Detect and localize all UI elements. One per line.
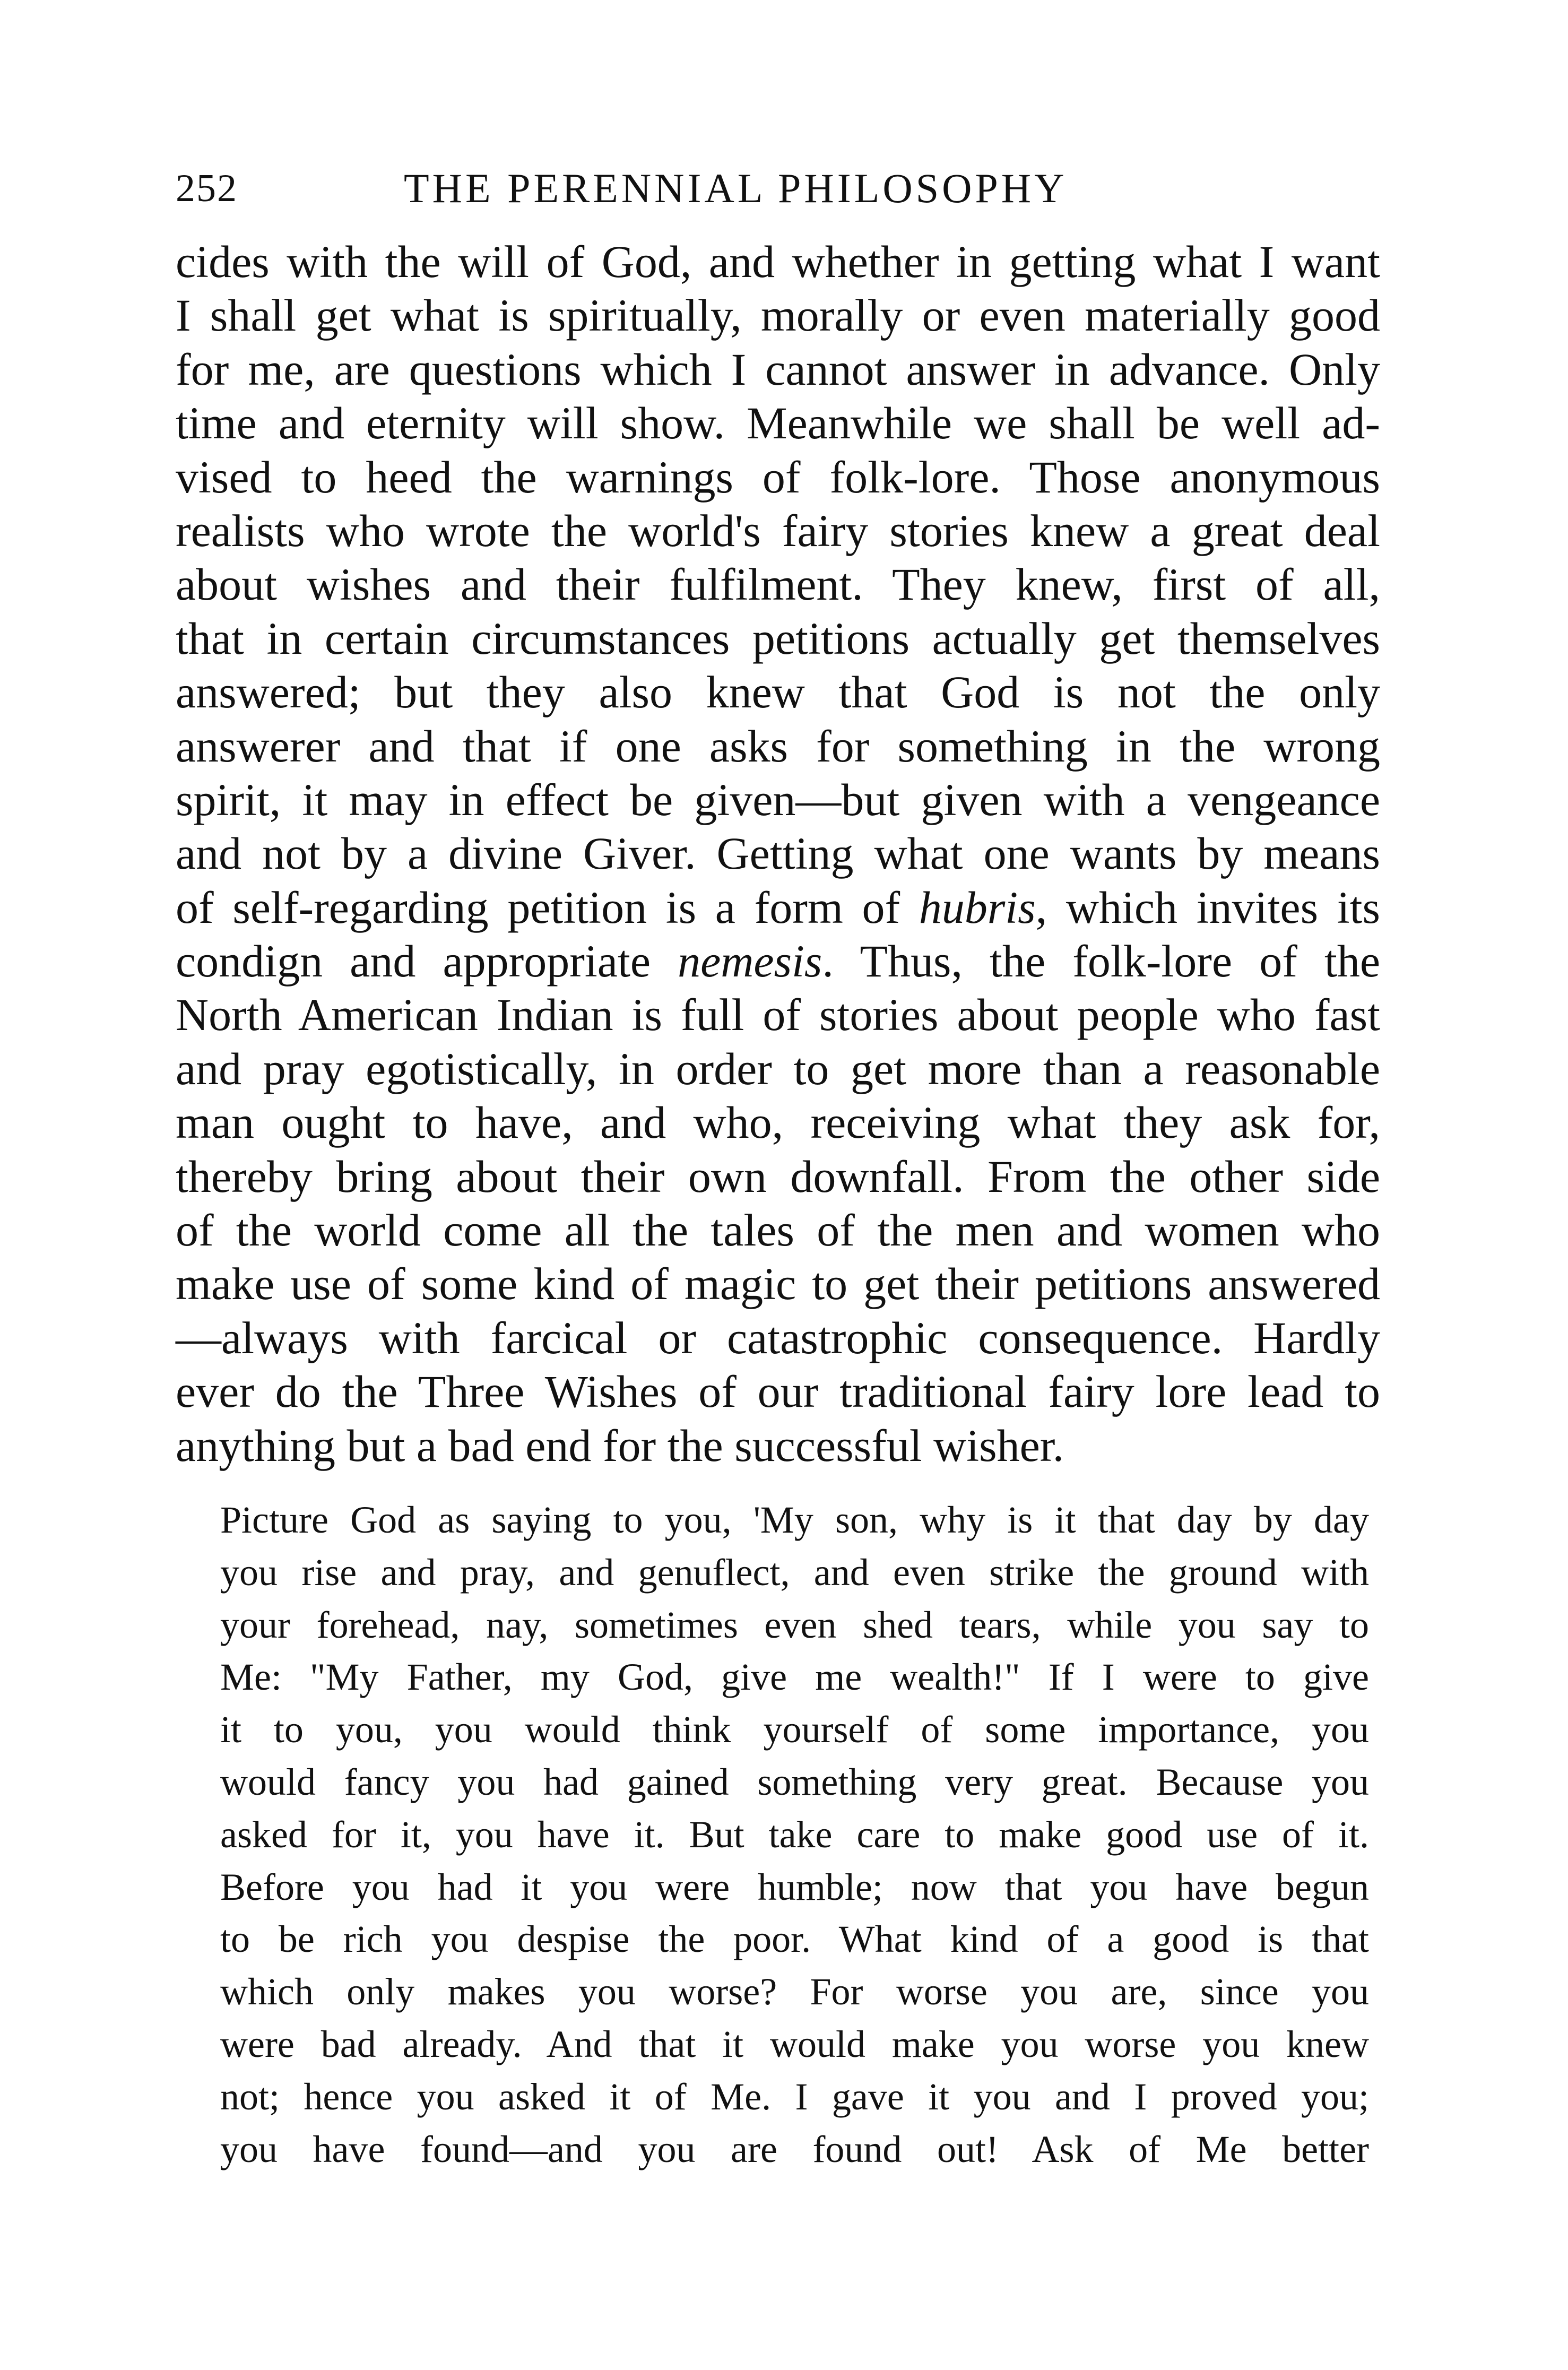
line-text: . Thus, the folk-lore of the (822, 936, 1381, 987)
body-line: North American Indian is full of stories about people who fast (176, 989, 1380, 1041)
body-line: vised to heed the warnings of folk-lore. Those anonymous (176, 451, 1380, 503)
body-line: —always with farcical or catastrophic consequence. Hardly (176, 1312, 1380, 1363)
body-line: of the world come all the tales of the men and women who (176, 1205, 1380, 1256)
quote-line: were bad already. And that it would make you worse you knew (220, 2022, 1369, 2065)
body-line: thereby bring about their own downfall. From the other side (176, 1151, 1380, 1202)
body-line: answerer and that if one asks for something in the wrong (176, 720, 1380, 772)
quote-line: Me: "My Father, my God, give me wealth!" If I were to give (220, 1656, 1369, 1699)
body-line: and not by a divine Giver. Getting what one wants by means (176, 828, 1380, 879)
line-text: , which invites its (1035, 881, 1380, 933)
body-line: realists who wrote the world's fairy stories knew a great deal (176, 505, 1380, 556)
body-line-nemesis (176, 935, 1380, 988)
quote-line: you have found—and you are found out! Ask of Me better (220, 2127, 1369, 2170)
body-line: time and eternity will show. Meanwhile we shall be well ad- (176, 397, 1380, 449)
body-line: make use of some kind of magic to get their petitions answered (176, 1258, 1380, 1310)
quote-line: to be rich you despise the poor. What kind of a good is that (220, 1918, 1369, 1961)
body-line: spirit, it may in effect be given—but given with a vengeance (176, 774, 1380, 825)
quote-line: it to you, you would think yourself of some importance, you (220, 1708, 1369, 1751)
body-line: man ought to have, and who, receiving what they ask for, (176, 1097, 1380, 1148)
body-line: for me, are questions which I cannot answer in advance. Only (176, 343, 1380, 395)
quote-line: not; hence you asked it of Me. I gave it you and I proved you; (220, 2075, 1369, 2118)
body-line: cides with the will of God, and whether in getting what I want (176, 236, 1380, 287)
italic-term-hubris: hubris (919, 881, 1036, 933)
quote-line: which only makes you worse? For worse you are, since you (220, 1970, 1369, 2013)
quote-line: Before you had it you were humble; now that you have begun (220, 1865, 1369, 1908)
page-number: 252 (176, 167, 238, 210)
body-line-hubris (176, 881, 1380, 935)
body-line: answered; but they also knew that God is not the only (176, 667, 1380, 718)
page-header (176, 159, 1184, 218)
quote-line: you rise and pray, and genuflect, and even strike the ground with (220, 1551, 1369, 1594)
body-line: ever do the Three Wishes of our traditional fairy lore lead to (176, 1366, 1380, 1417)
body-line: about wishes and their fulfilment. They knew, first of all, (176, 559, 1380, 610)
italic-term-nemesis: nemesis (678, 936, 822, 987)
line-text: condign and appropriate (176, 936, 678, 987)
body-line: that in certain circumstances petitions actually get themselves (176, 612, 1380, 664)
quote-line: Picture God as saying to you, 'My son, why is it that day by day (220, 1499, 1369, 1541)
block-quote (220, 1494, 1369, 2175)
running-head: THE PERENNIAL PHILOSOPHY (404, 165, 1068, 211)
line-text: of self-regarding petition is a form of (176, 881, 919, 933)
body-line: I shall get what is spiritually, morally or even materially good (176, 290, 1380, 341)
quote-line: would fancy you had gained something very great. Because you (220, 1760, 1369, 1803)
body-line: anything but a bad end for the successful wisher. (176, 1420, 1064, 1471)
quote-line: asked for it, you have it. But take care to make good use of it. (220, 1813, 1369, 1856)
quote-line: your forehead, nay, sometimes even shed tears, while you say to (220, 1603, 1369, 1646)
body-line: and pray egotistically, in order to get more than a reasonable (176, 1043, 1380, 1094)
body-paragraph (176, 235, 1380, 1473)
